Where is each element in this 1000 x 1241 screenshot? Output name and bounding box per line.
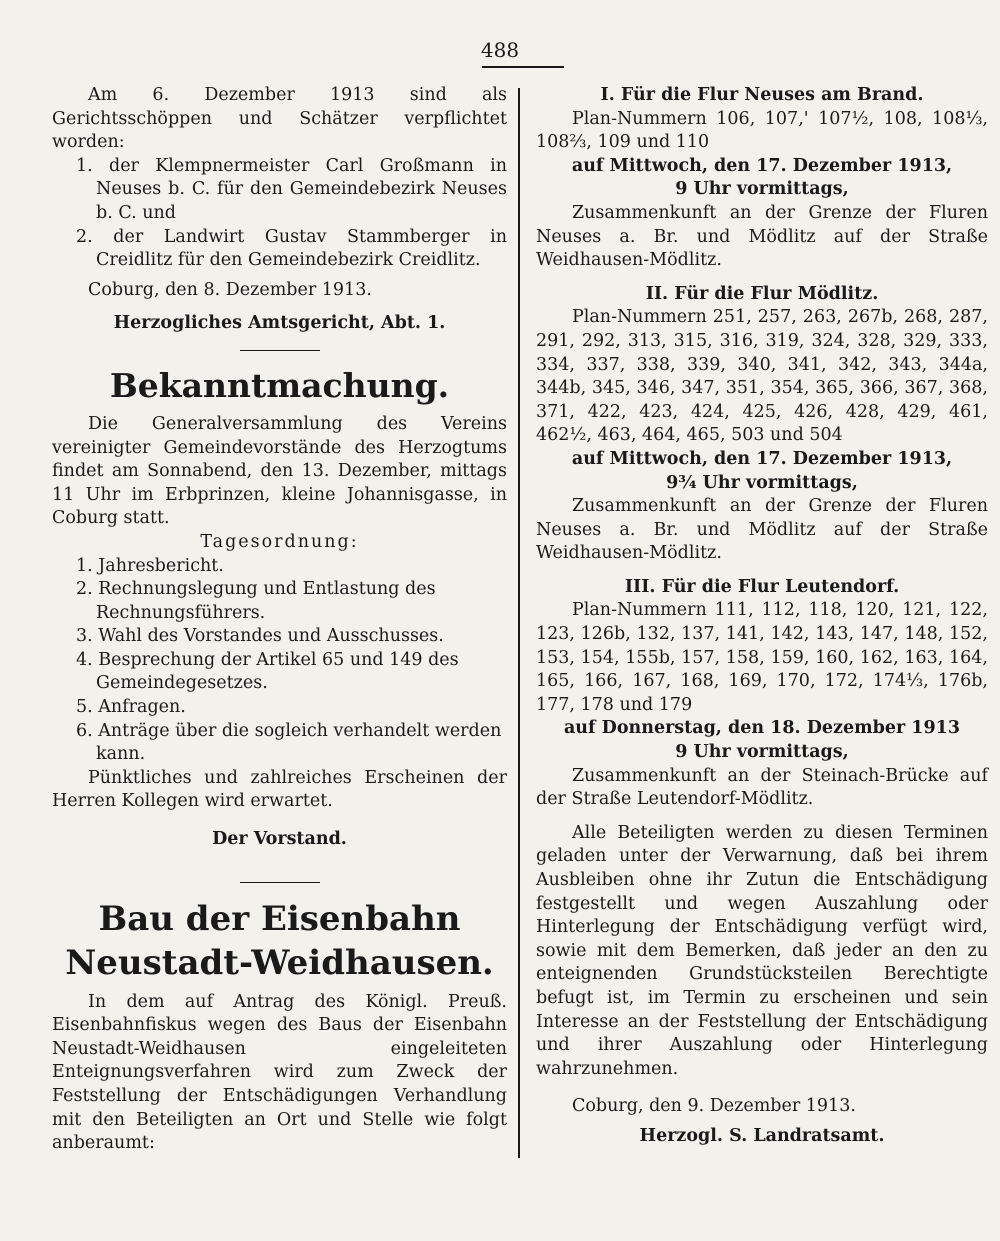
heading-bekanntmachung: Bekanntmachung. — [109, 365, 450, 405]
railway-intro-text: In dem auf Antrag des Königl. Preuß. Eisenbahnfiskus wegen des Baus der Eisenbahn Neustadt-Weidhausen eingeleiteten Enteignungsverfahren wird zum Zweck der Feststellung der Entschädigungen Verhandlung mit den Beteiligten an Ort und Stelle wie folgt anberaumt: — [52, 991, 507, 1154]
left-column — [52, 84, 507, 1156]
agenda-title: Tagesordnung: — [200, 531, 359, 552]
heading-railway-line-2: Neustadt-Weidhausen. — [65, 942, 494, 983]
section-3-heading: III. Für die Flur Leutendorf. — [624, 576, 900, 597]
section-3-time: 9 Uhr vormittags, — [675, 742, 849, 763]
notice-oath-place-date: Coburg, den 8. Dezember 1913. — [88, 279, 372, 300]
agenda-item: 3. Wahl des Vorstandes und Ausschusses. — [76, 626, 444, 647]
notice-oath-text: Am 6. Dezember 1913 sind als Gerichtsschöppen und Schätzer verpflichtet worden: — [52, 85, 507, 153]
page-number: 488 — [480, 38, 520, 62]
right-column — [536, 84, 988, 1149]
meeting-signature: Der Vorstand. — [212, 829, 347, 850]
notice-oath-signature: Herzogliches Amtsgericht, Abt. 1. — [113, 313, 446, 334]
column-divider — [518, 88, 520, 1158]
section-3-plan-numbers: Plan-Nummern 111, 112, 118, 120, 121, 122, 123, 126b, 132, 137, 141, 142, 143, 147, 148, 152, 153, 154, 155b, 157, 158, 159, 160, 162, 163, 164, 165, 166, 167, 168, 169, 170, 172, 174⅓, 176b, 177, 178 und 179 — [536, 600, 988, 715]
section-2-date: auf Mittwoch, den 17. Dezember 1913, — [571, 448, 953, 469]
section-2-meeting-point: Zusammenkunft an der Grenze der Fluren Neuses a. Br. und Mödlitz auf der Straße Weidhausen-Mödlitz. — [536, 496, 988, 564]
section-1-date: auf Mittwoch, den 17. Dezember 1913, — [571, 155, 953, 176]
agenda-item: 6. Anträge über die sogleich verhandelt werden kann. — [76, 720, 502, 765]
meeting-closing-text: Pünktliches und zahlreiches Erscheinen der Herren Kollegen wird erwartet. — [52, 767, 507, 812]
section-1-plan-numbers: Plan-Nummern 106, 107,' 107½, 108, 108⅓, 108⅔, 109 und 110 — [536, 108, 988, 153]
notice-oath-item-1: 1. der Klempnermeister Carl Großmann in Neuses b. C. für den Gemeindebezirk Neuses b. C. und — [76, 155, 507, 223]
section-rule-2 — [240, 882, 320, 883]
section-1-meeting-point: Zusammenkunft an der Grenze der Fluren Neuses a. Br. und Mödlitz auf der Straße Weidhausen-Mödlitz. — [536, 202, 988, 271]
section-1-heading: I. Für die Flur Neuses am Brand. — [600, 85, 924, 105]
page-number-rule — [482, 66, 564, 68]
heading-railway-line-1: Bau der Eisenbahn — [98, 898, 461, 939]
agenda-item: 2. Rechnungslegung und Entlastung des Rechnungsführers. — [76, 579, 436, 623]
notice-oath-item-2: 2. der Landwirt Gustav Stammberger in Creidlitz für den Gemeindebezirk Creidlitz. — [76, 226, 507, 271]
railway-signature: Herzogl. S. Landratsamt. — [639, 1125, 885, 1146]
section-2-time: 9¾ Uhr vormittags, — [666, 472, 858, 493]
section-2-heading: II. Für die Flur Mödlitz. — [645, 283, 879, 304]
agenda-item: 1. Jahresbericht. — [76, 555, 224, 576]
agenda-list — [52, 555, 507, 767]
section-rule-1 — [240, 350, 320, 351]
section-2-plan-numbers: Plan-Nummern 251, 257, 263, 267b, 268, 287, 291, 292, 313, 315, 316, 319, 324, 328, 329, 333, 334, 337, 338, 339, 340, 341, 342, 343, 344a, 344b, 345, 346, 347, 351, 354, 365, 366, 367, 368, 371, 422, 423, 424, 425, 426, 428, 429, 461, 462½, 463, 464, 465, 503 und 504 — [536, 307, 988, 446]
meeting-announcement-text: Die Generalversammlung des Vereins vereinigter Gemeindevorstände des Herzogtums findet am Sonnabend, den 13. Dezember, mittags 11 Uhr im Erbprinzen, kleine Johannisgasse, in Coburg statt. — [52, 413, 507, 529]
agenda-item: 4. Besprechung der Artikel 65 und 149 des Gemeindegesetzes. — [76, 649, 459, 694]
railway-summons-text: Alle Beteiligten werden zu diesen Terminen geladen unter der Verwarnung, daß bei ihrem Ausbleiben ohne ihr Zutun die Entschädigung festgestellt und wegen Auszahlung oder Hinterlegung der Entschädigung verfügt wird, sowie mit dem Bemerken, daß jeder an den zu enteignenden Grundstücksteilen Berechtigte befugt ist, im Termin zu erscheinen und sein Interesse an der Feststellung der Entschädigung und ihrer Auszahlung oder Hinterlegung wahrzunehmen. — [536, 822, 988, 1079]
section-1-time: 9 Uhr vormittags, — [675, 179, 849, 200]
agenda-item: 5. Anfragen. — [76, 697, 186, 718]
section-3-meeting-point: Zusammenkunft an der Steinach-Brücke auf der Straße Leutendorf-Mödlitz. — [536, 765, 988, 810]
railway-place-date: Coburg, den 9. Dezember 1913. — [572, 1096, 856, 1117]
section-3-date: auf Donnerstag, den 18. Dezember 1913 — [563, 718, 961, 739]
